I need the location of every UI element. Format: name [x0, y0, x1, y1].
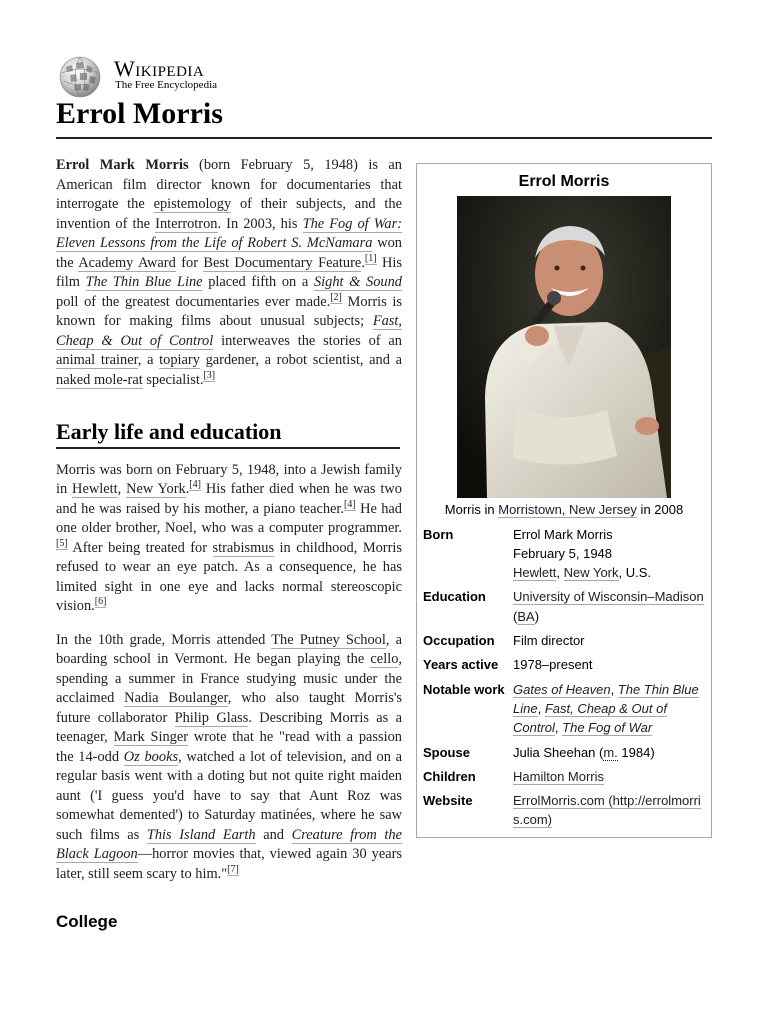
infobox-row-education	[423, 585, 705, 629]
work-link-gates-of-heaven[interactable]: Gates of Heaven	[513, 681, 611, 697]
infobox-photo[interactable]	[457, 196, 671, 498]
infobox-table	[423, 523, 705, 833]
born-link-hewlett[interactable]: Hewlett	[513, 565, 557, 581]
link-epistemology[interactable]: epistemology	[153, 196, 232, 212]
link-this-island-earth[interactable]: This Island Earth	[146, 826, 256, 843]
infobox-title: Errol Morris	[518, 173, 610, 190]
spouse-value: Julia Sheehan (m. 1984)	[513, 744, 655, 760]
link-fast-cheap-out-of-control[interactable]: Fast, Cheap & Out of Control	[56, 313, 402, 349]
link-creature-black-lagoon[interactable]: Creature from the Black Lagoon	[56, 826, 402, 862]
education-link[interactable]: University of Wisconsin–Madison	[513, 589, 704, 605]
degree-link[interactable]: BA	[517, 608, 535, 624]
link-naked-mole-rat[interactable]: naked mole-rat	[56, 371, 143, 388]
website-value	[513, 789, 705, 833]
children-value	[513, 765, 705, 789]
ref-4[interactable]: [4]	[189, 479, 201, 491]
wikipedia-globe-icon[interactable]	[56, 55, 104, 99]
link-mark-singer[interactable]: Mark Singer	[113, 729, 189, 745]
page-title: Errol Morris	[56, 97, 712, 139]
link-hewlett[interactable]: Hewlett	[72, 481, 118, 497]
children-link[interactable]: Hamilton Morris	[513, 768, 605, 784]
link-topiary[interactable]: topiary	[159, 352, 200, 368]
link-animal-trainer[interactable]: animal trainer	[56, 352, 138, 368]
spouse-label: Spouse	[423, 744, 470, 760]
link-interrotron[interactable]: Interrotron	[155, 215, 218, 232]
infobox-row-notable-work	[423, 678, 705, 741]
work-link-thin-blue-line[interactable]: The Thin Blue Line	[513, 681, 699, 716]
section-heading-college: College	[56, 912, 118, 931]
infobox-row-occupation	[423, 629, 705, 653]
notable-work-label: Notable work	[423, 681, 505, 697]
link-nadia-boulanger[interactable]: Nadia Boulanger	[124, 690, 228, 706]
children-label: Children	[423, 768, 476, 784]
link-oz-books[interactable]: Oz books	[123, 748, 179, 765]
ref-5[interactable]: [5]	[56, 537, 68, 549]
notable-work-value: Gates of Heaven, The Thin Blue Line, Fast, Cheap & Out of Control, The Fog of War	[513, 681, 699, 736]
link-academy-award[interactable]: Academy Award	[78, 254, 176, 271]
infobox-row-years-active	[423, 653, 705, 677]
years-active-label: Years active	[423, 657, 499, 673]
ref-7[interactable]: [7]	[227, 863, 239, 875]
early-life-paragraph-2: In the 10th grade, Morris attended The Putney School, a boarding school in Vermont. He began playing the cello, spending a summer in France studying music under the acclaimed Nadia Boulanger, who also taught Morris's future collaborator Philip Glass. Describing Morris as a teenager, Mark Singer wrote that he "read with a passion the 14-odd Oz books, watched a lot of television, and on a regular basis went with a doting but not quite right maiden aunt ('I guess you'd have to say that Aunt Roz was somewhat demented') to Saturday matinées, where he saw such films as This Island Earth and Creature from the Black Lagoon—horror movies that, viewed again 30 years later, still seem scary to him."[7]	[56, 631, 403, 882]
link-cello[interactable]: cello	[370, 651, 399, 667]
infobox-row-spouse	[423, 741, 705, 765]
ref-4b[interactable]: [4]	[344, 498, 356, 510]
born-link-new-york[interactable]: New York	[563, 565, 619, 581]
work-link-fast-cheap[interactable]: Fast, Cheap & Out of Control	[513, 700, 667, 736]
link-new-york[interactable]: New York	[126, 481, 186, 497]
website-link[interactable]: ErrolMorris.com (http://errolmorris.com)	[513, 793, 701, 828]
infobox-row-website	[423, 789, 705, 833]
born-label: Born	[423, 526, 454, 542]
lead-paragraph: Errol Mark Morris (born February 5, 1948) is an American film director known for documentaries that interrogate the epistemology of their subjects, and the invention of the Interrotron. In 2003, his The Fog of War: Eleven Lessons from the Life of Robert S. McNamara won the Academy Award for Best Documentary Feature.[1] His film The Thin Blue Line placed fifth on a Sight & Sound poll of the greatest documentaries ever made.[2] Morris is known for making films about unusual subjects; Fast, Cheap & Out of Control interweaves the stories of an animal trainer, a topiary gardener, a robot scientist, and a naked mole-rat specialist.[3]	[56, 157, 403, 388]
caption-link-morristown[interactable]: Morristown, New Jersey	[498, 502, 637, 518]
early-life-paragraph-1: Morris was born on February 5, 1948, into a Jewish family in Hewlett, New York.[4] His father died when he was two and he was raised by his mother, a piano teacher.[4] He had one older brother, Noel, who was a computer programmer.[5] After being treated for strabismus in childhood, Morris refused to wear an eye patch. As a consequence, he has limited sight in one eye and lacks normal stereoscopic vision.[6]	[56, 461, 402, 614]
section-heading-early-life: Early life and education	[56, 422, 400, 449]
married-abbr[interactable]: m.	[603, 744, 618, 760]
link-philip-glass[interactable]: Philip Glass	[174, 709, 249, 726]
ref-3[interactable]: [3]	[203, 369, 216, 381]
link-best-documentary-feature[interactable]: Best Documentary Feature	[203, 254, 362, 271]
occupation-value: Film director	[513, 633, 585, 649]
wikipedia-wordmark[interactable]: Wikipedia	[114, 56, 205, 81]
education-value: University of Wisconsin–Madison (BA)	[513, 589, 704, 624]
infobox	[416, 163, 712, 838]
years-active-value: 1978–present	[513, 657, 593, 673]
infobox-row-children	[423, 765, 705, 789]
ref-6[interactable]: [6]	[94, 596, 107, 608]
occupation-label: Occupation	[423, 633, 495, 649]
born-value: Errol Mark Morris February 5, 1948 Hewlett, New York, U.S.	[513, 526, 652, 581]
infobox-row-born	[423, 523, 705, 586]
ref-2[interactable]: [2]	[330, 291, 342, 303]
infobox-caption: Morris in Morristown, New Jersey in 2008	[444, 502, 684, 518]
link-thin-blue-line[interactable]: The Thin Blue Line	[85, 274, 203, 290]
website-label: Website	[423, 793, 473, 809]
article-body	[56, 156, 712, 932]
link-fog-of-war[interactable]: The Fog of War: Eleven Lessons from the Life of Robert S. McNamara	[56, 215, 402, 251]
wikipedia-tagline: The Free Encyclopedia	[115, 79, 218, 91]
ref-1[interactable]: [1]	[364, 252, 377, 264]
education-label: Education	[423, 589, 486, 605]
work-link-fog-of-war[interactable]: The Fog of War	[562, 720, 653, 736]
link-putney-school[interactable]: The Putney School	[271, 631, 386, 648]
link-strabismus[interactable]: strabismus	[212, 539, 275, 556]
link-sight-and-sound[interactable]: Sight & Sound	[313, 274, 402, 290]
